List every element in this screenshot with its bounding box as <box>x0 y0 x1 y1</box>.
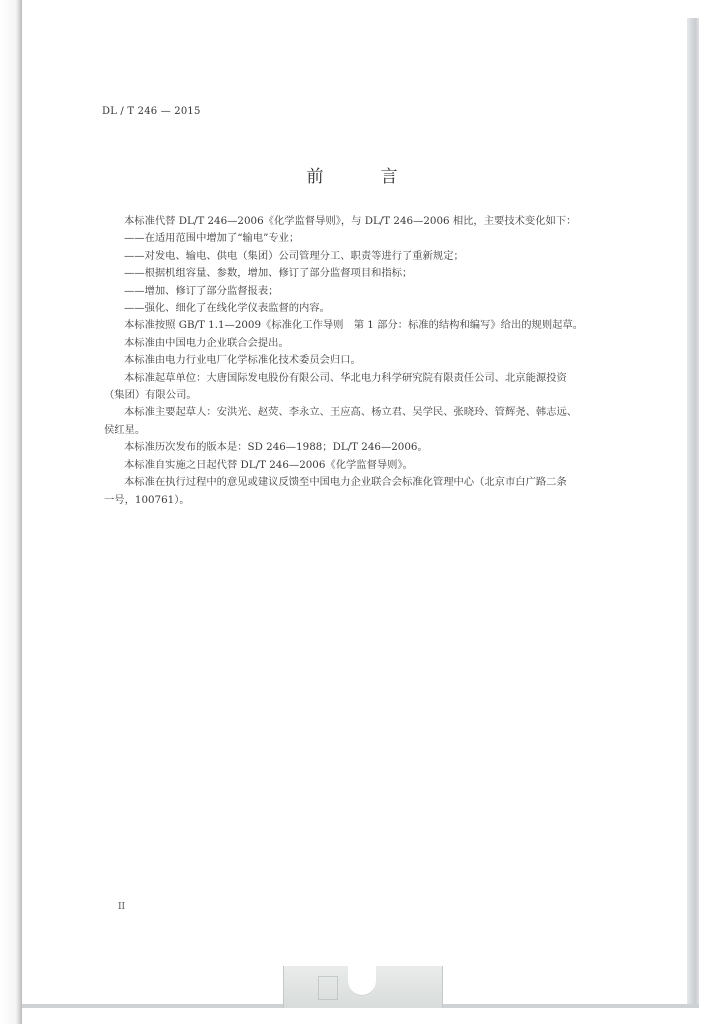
paragraph-continuation: （集团）有限公司。 <box>104 389 197 402</box>
paragraph: 本标准历次发布的版本是：SD 246—1988；DL/T 246—2006。 <box>124 441 428 454</box>
stamp-mark <box>318 976 338 1000</box>
paragraph: ——强化、细化了在线化学仪表监督的内容。 <box>124 302 330 315</box>
paragraph: ——根据机组容量、参数，增加、修订了部分监督项目和指标； <box>124 267 413 280</box>
scan-right-edge <box>687 18 699 1008</box>
paragraph: 本标准自实施之日起代替 DL/T 246—2006《化学监督导则》。 <box>124 458 413 471</box>
paragraph: 本标准按照 GB/T 1.1—2009《标准化工作导则 第 1 部分：标准的结构和编写》给出的规则起草。 <box>124 319 584 332</box>
paragraph: 本标准由电力行业电厂化学标准化技术委员会归口。 <box>124 354 361 367</box>
paragraph: 本标准由中国电力企业联合会提出。 <box>124 336 289 349</box>
paragraph: ——增加、修订了部分监督报表； <box>124 284 279 297</box>
scan-left-edge <box>0 0 22 1024</box>
document-header: DL / T 246 — 2015 <box>102 106 201 117</box>
paragraph: ——对发电、输电、供电（集团）公司管理分工、职责等进行了重新规定； <box>124 249 464 262</box>
paragraph: 本标准代替 DL/T 246—2006《化学监督导则》，与 DL/T 246—2006 相比，主要技术变化如下： <box>124 215 577 227</box>
foreword-body <box>104 213 634 509</box>
stamp-notch <box>348 966 376 996</box>
paragraph: 本标准起草单位：大唐国际发电股份有限公司、华北电力科学研究院有限责任公司、北京能源投资 <box>124 371 567 384</box>
page-title: 前 言 <box>306 167 418 187</box>
paragraph-continuation: 一号，100761）。 <box>104 493 190 506</box>
paragraph: 本标准主要起草人：安洪光、赵荧、李永立、王应高、杨立君、吴学民、张晓玲、管辉尧、韩志远、 <box>124 406 578 419</box>
page-number: II <box>118 902 126 912</box>
paragraph: 本标准在执行过程中的意见或建议反馈至中国电力企业联合会标准化管理中心（北京市白广路二条 <box>124 476 567 489</box>
paragraph-continuation: 侯红星。 <box>104 423 146 436</box>
paragraph: ——在适用范围中增加了“输电”专业； <box>124 232 300 245</box>
